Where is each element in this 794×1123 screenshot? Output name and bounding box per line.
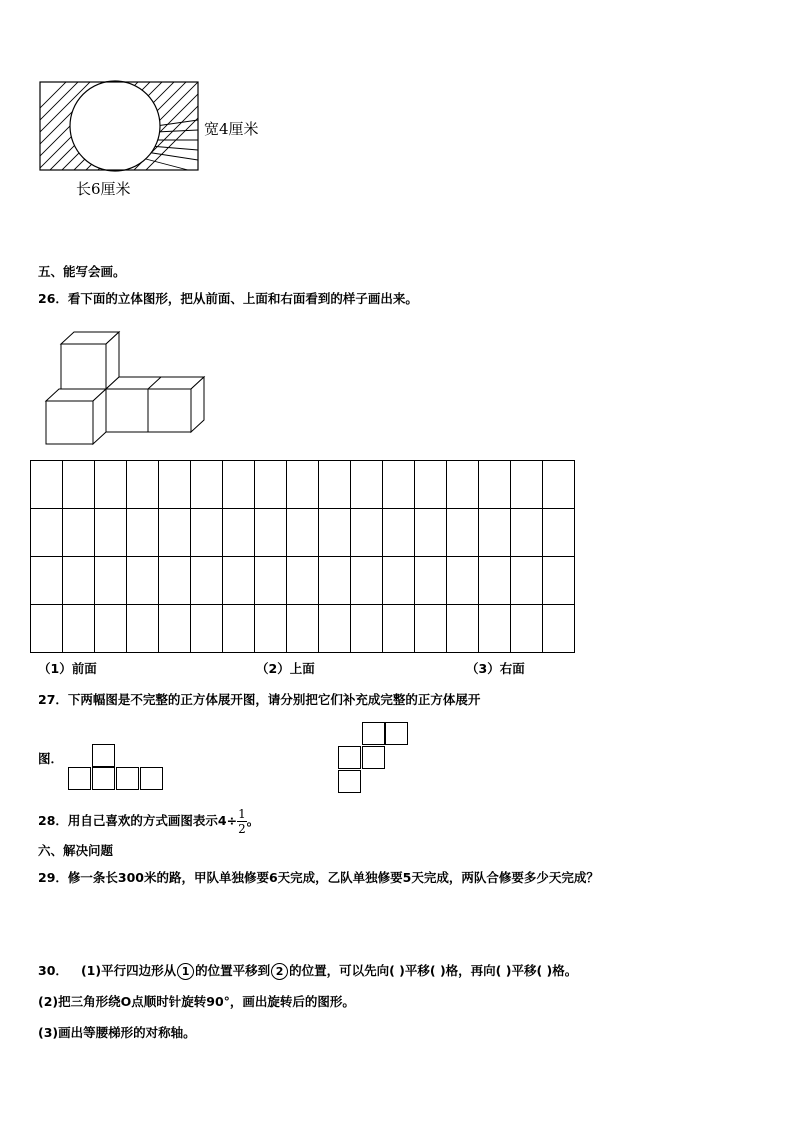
- grid-cell[interactable]: [31, 461, 63, 509]
- question-28: [38, 804, 259, 838]
- question-30-text-c: 的位置，可以先向( )平移( )格，再向( )平移( )格。: [289, 963, 578, 978]
- grid-cell[interactable]: [351, 509, 383, 557]
- question-26: 26．看下面的立体图形，把从前面、上面和右面看到的样子画出来。: [38, 291, 418, 306]
- grid-cell[interactable]: [479, 509, 511, 557]
- drawing-grid[interactable]: [30, 460, 575, 653]
- grid-cell[interactable]: [543, 461, 575, 509]
- width-label: 宽4厘米: [204, 120, 259, 138]
- grid-cell[interactable]: [223, 557, 255, 605]
- grid-cell[interactable]: [159, 557, 191, 605]
- grid-cell[interactable]: [63, 605, 95, 653]
- grid-cell[interactable]: [255, 509, 287, 557]
- net-figure-1: [68, 744, 168, 794]
- grid-cell[interactable]: [191, 557, 223, 605]
- grid-cell[interactable]: [415, 461, 447, 509]
- grid-cell[interactable]: [415, 509, 447, 557]
- grid-cell[interactable]: [543, 509, 575, 557]
- question-28-end: 。: [246, 813, 260, 828]
- grid-row: [31, 461, 575, 509]
- grid-cell[interactable]: [127, 461, 159, 509]
- grid-cell[interactable]: [95, 557, 127, 605]
- grid-cell[interactable]: [543, 557, 575, 605]
- grid-cell[interactable]: [127, 605, 159, 653]
- grid-cell[interactable]: [31, 605, 63, 653]
- grid-cell[interactable]: [223, 461, 255, 509]
- grid-label-front: （1）前面: [38, 661, 97, 676]
- grid-cell[interactable]: [63, 509, 95, 557]
- grid-cell[interactable]: [447, 557, 479, 605]
- section-6-heading: 六、解决问题: [38, 843, 114, 858]
- grid-cell[interactable]: [447, 461, 479, 509]
- question-30-part-2: (2)把三角形绕O点顺时针旋转90°，画出旋转后的图形。: [38, 994, 355, 1009]
- grid-cell[interactable]: [383, 557, 415, 605]
- grid-cell[interactable]: [287, 557, 319, 605]
- grid-cell[interactable]: [543, 605, 575, 653]
- grid-cell[interactable]: [351, 605, 383, 653]
- question-27-cont: 图．: [38, 751, 64, 766]
- grid-cell[interactable]: [383, 509, 415, 557]
- question-30-text-a: (1)平行四边形从: [80, 963, 177, 978]
- grid-row: [31, 509, 575, 557]
- grid-cell[interactable]: [351, 461, 383, 509]
- net-figure-2: [338, 722, 413, 797]
- question-30-number: 30．: [38, 963, 68, 978]
- grid-cell[interactable]: [415, 557, 447, 605]
- grid-cell[interactable]: [511, 509, 543, 557]
- grid-cell[interactable]: [191, 605, 223, 653]
- fraction-numerator: 1: [238, 807, 246, 821]
- grid-cell[interactable]: [159, 605, 191, 653]
- grid-cell[interactable]: [383, 461, 415, 509]
- circled-number-2: 2: [271, 963, 288, 980]
- grid-cell[interactable]: [95, 605, 127, 653]
- grid-cell[interactable]: [319, 509, 351, 557]
- grid-cell[interactable]: [191, 461, 223, 509]
- grid-cell[interactable]: [287, 461, 319, 509]
- grid-cell[interactable]: [223, 509, 255, 557]
- question-29: 29．修一条长300米的路，甲队单独修要6天完成，乙队单独修要5天完成，两队合修要多少天完成？: [38, 870, 599, 885]
- grid-cell[interactable]: [287, 509, 319, 557]
- grid-cell[interactable]: [191, 509, 223, 557]
- grid-cell[interactable]: [479, 605, 511, 653]
- length-label: 长6厘米: [76, 180, 131, 198]
- grid-cell[interactable]: [31, 509, 63, 557]
- grid-cell[interactable]: [511, 605, 543, 653]
- grid-cell[interactable]: [511, 461, 543, 509]
- question-27: 27．下两幅图是不完整的正方体展开图，请分别把它们补充成完整的正方体展开: [38, 692, 481, 707]
- question-30-text-b: 的位置平移到: [195, 963, 271, 978]
- grid-cell[interactable]: [159, 461, 191, 509]
- grid-cell[interactable]: [63, 557, 95, 605]
- grid-row: [31, 557, 575, 605]
- grid-cell[interactable]: [479, 461, 511, 509]
- fraction-one-half: [237, 807, 247, 836]
- section-5-heading: 五、能写会画。: [38, 264, 126, 279]
- cubes-3d-figure: [44, 330, 209, 448]
- grid-cell[interactable]: [383, 605, 415, 653]
- grid-cell[interactable]: [223, 605, 255, 653]
- grid-cell[interactable]: [287, 605, 319, 653]
- question-28-text: 28．用自己喜欢的方式画图表示4÷: [38, 813, 238, 828]
- grid-cell[interactable]: [159, 509, 191, 557]
- grid-cell[interactable]: [95, 461, 127, 509]
- rectangle-circle-figure: [38, 80, 203, 175]
- grid-cell[interactable]: [255, 461, 287, 509]
- grid-cell[interactable]: [415, 605, 447, 653]
- grid-cell[interactable]: [511, 557, 543, 605]
- grid-row: [31, 605, 575, 653]
- circled-number-1: 1: [177, 963, 194, 980]
- fraction-denominator: 2: [238, 822, 246, 836]
- grid-cell[interactable]: [319, 605, 351, 653]
- grid-label-right: （3）右面: [466, 661, 525, 676]
- grid-cell[interactable]: [95, 509, 127, 557]
- grid-cell[interactable]: [127, 509, 159, 557]
- grid-cell[interactable]: [255, 557, 287, 605]
- grid-cell[interactable]: [351, 557, 383, 605]
- grid-cell[interactable]: [447, 605, 479, 653]
- grid-cell[interactable]: [447, 509, 479, 557]
- question-30-part-1: [38, 962, 577, 980]
- grid-cell[interactable]: [255, 605, 287, 653]
- grid-cell[interactable]: [127, 557, 159, 605]
- grid-label-top: （2）上面: [256, 661, 315, 676]
- grid-cell[interactable]: [63, 461, 95, 509]
- grid-cell[interactable]: [31, 557, 63, 605]
- grid-cell[interactable]: [319, 461, 351, 509]
- grid-cell[interactable]: [319, 557, 351, 605]
- grid-cell[interactable]: [479, 557, 511, 605]
- question-30-part-3: (3)画出等腰梯形的对称轴。: [38, 1025, 196, 1040]
